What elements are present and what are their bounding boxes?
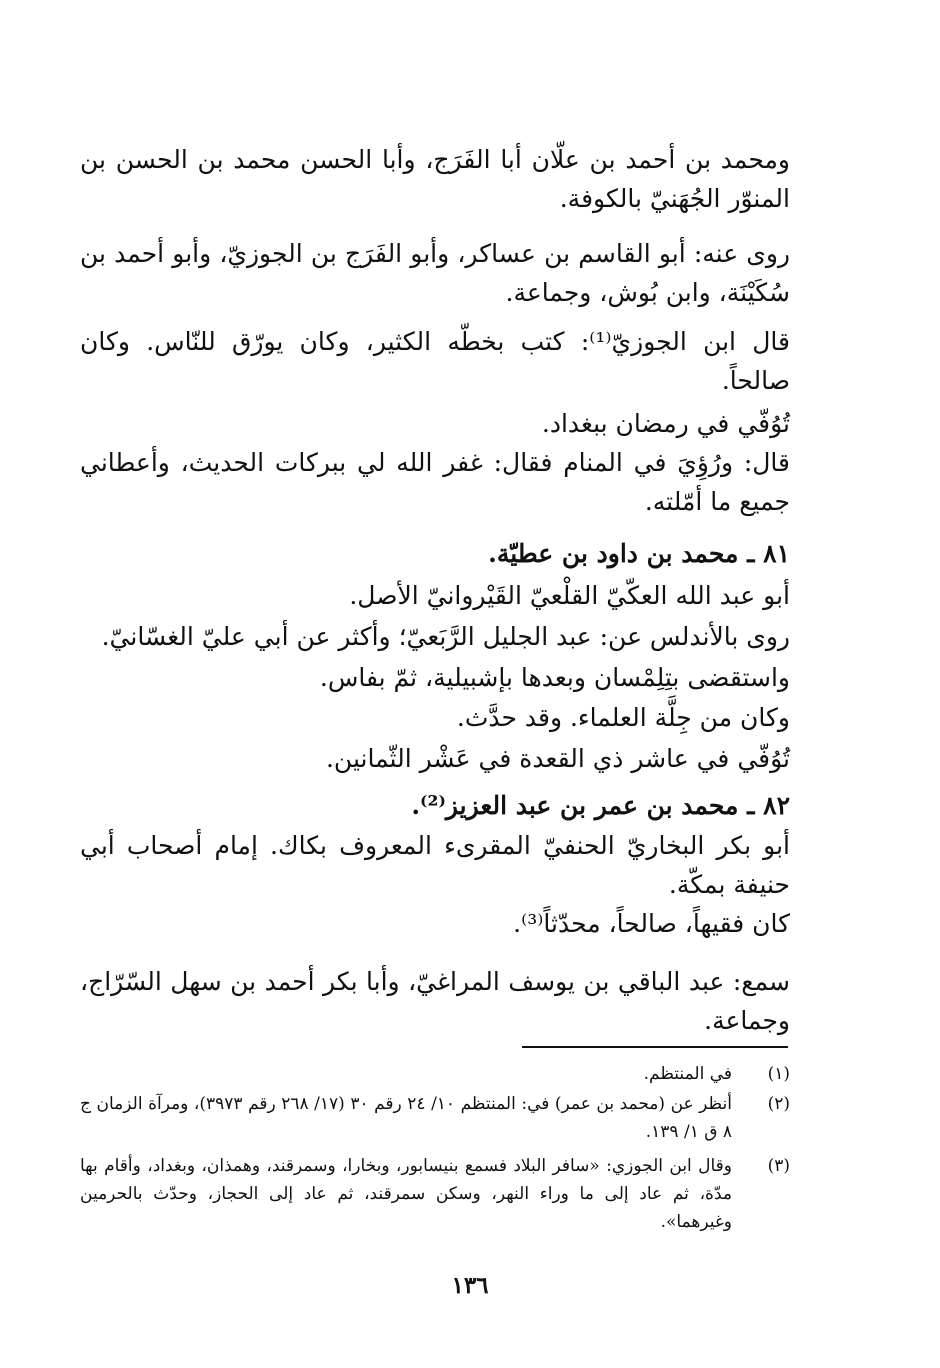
footnote-number: (١)	[767, 1064, 790, 1084]
entry-81-line-1: أبو عبد الله العكّيّ القلْعيّ القَيْروانيّ الأصل.	[349, 581, 790, 610]
paragraph-continuation: ومحمد بن أحمد بن علّان أبا الفَرَج، وأبا الحسن محمد بن الحسن بن المنوّر الجُهَنيّ بالكوفة.	[80, 145, 790, 213]
page-number: ١٣٦	[451, 1272, 489, 1299]
footnote-text: أنظر عن (محمد بن عمر) في: المنتظم ١٠/ ٢٤ رقم ٣٠ (١٧/ ٢٦٨ رقم ٣٩٧٣)، ومرآة الزمان ج ٨ ق ١/ ١٣٩.	[80, 1094, 732, 1142]
footnote-text: وقال ابن الجوزي: «سافر البلاد فسمع بنيسابور، وبخارا، وسمرقند، وهمذان، وبغداد، وأقام بها مدّة، ثم عاد إلى ما وراء النهر، وسكن سمرقند، ثم عاد إلى الحجاز، وحدّث بالحرمين وغيرهما».	[80, 1156, 732, 1232]
entry-heading-81: ٨١ ـ محمد بن داود بن عطيّة.	[488, 539, 790, 568]
entry-heading-82: ٨٢ ـ محمد بن عمر بن عبد العزيز⁽²⁾.	[411, 791, 790, 820]
footnote-text: في المنتظم.	[643, 1064, 732, 1084]
footnote-3	[80, 1152, 790, 1236]
entry-82-line-2: كان فقيهاً، صالحاً، محدّثاً⁽³⁾.	[513, 909, 790, 938]
footnote-number: (٣)	[767, 1156, 790, 1176]
paragraph-ibn-jawzi-quote: قال ابن الجوزيّ⁽¹⁾: كتب بخطّه الكثير، وكان يورّق للنّاس. وكان صالحاً.	[80, 327, 790, 395]
footnote-2	[80, 1090, 790, 1146]
footnote-separator	[522, 1046, 788, 1048]
paragraph-dream: قال: ورُؤِيَ في المنام فقال: غفر الله لي ببركات الحديث، وأعطاني جميع ما أمّلته.	[80, 448, 790, 516]
entry-82-paragraph-1: أبو بكر البخاريّ الحنفيّ المقرىء المعروف بكاك. إمام أصحاب أبي حنيفة بمكّة.	[80, 831, 790, 899]
footnote-number: (٢)	[767, 1094, 790, 1114]
entry-81-line-3: واستقضى بتِلِمْسان وبعدها بإشبيلية، ثمّ بفاس.	[319, 663, 790, 692]
entry-81-line-5: تُوُفّي في عاشر ذي القعدة في عَشْر الثّمانين.	[325, 744, 790, 773]
death-line: تُوُفّي في رمضان ببغداد.	[541, 409, 790, 438]
entry-81-line-4: وكان من جِلَّة العلماء. وقد حدَّث.	[456, 703, 790, 732]
entry-81-line-2: روى بالأندلس عن: عبد الجليل الرَّبَعيّ؛ وأكثر عن أبي عليّ الغسّانيّ.	[101, 622, 790, 651]
paragraph-narrators: روى عنه: أبو القاسم بن عساكر، وأبو الفَرَج بن الجوزيّ، وأبو أحمد بن سُكَيْنَة، وابن بُوش، وجماعة.	[80, 239, 790, 307]
entry-82-paragraph-3: سمع: عبد الباقي بن يوسف المراغيّ، وأبا بكر أحمد بن سهل السّرّاج، وجماعة.	[80, 967, 790, 1035]
footnote-1	[80, 1060, 790, 1088]
